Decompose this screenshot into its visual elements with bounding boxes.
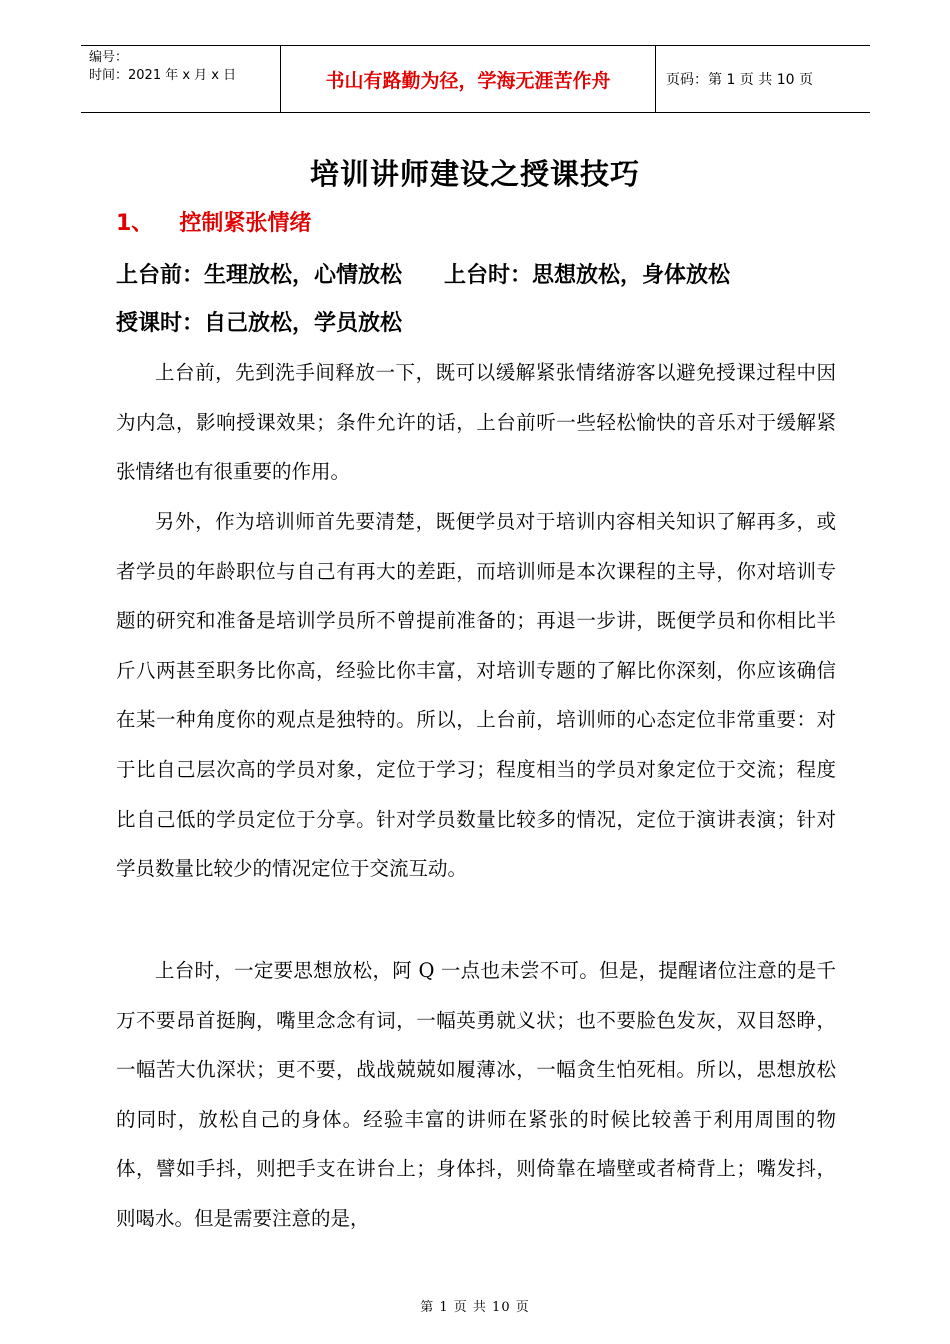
header-page-cell — [656, 46, 870, 112]
subheading-row-1 — [116, 258, 730, 289]
body-paragraph: 上台前，先到洗手间释放一下，既可以缓解紧张情绪游客以避免授课过程中因为内急，影响授课效果；条件允许的话，上台前听一些轻松愉快的音乐对于缓解紧张情绪也有很重要的作用。 — [116, 361, 836, 484]
time-label: 时间：2021 年 x 月 x 日 — [89, 68, 237, 83]
number-label: 编号： — [89, 50, 129, 65]
body-paragraph: 上台时，一定要思想放松，阿 Q 一点也未尝不可。但是，提醒诸位注意的是千万不要昂首挺胸，嘴里念念有词，一幅英勇就义状；也不要脸色发灰，双目怒睁，一幅苦大仇深状；更不要，战战兢兢如履薄冰，一幅贪生怕死相。所以，思想放松的同时，放松自己的身体。经验丰富的讲师在紧张的时候比较善于利用周围的物体，譬如手抖，则把手支在讲台上；身体抖，则倚靠在墙壁或者椅背上；嘴发抖，则喝水。但是需要注意的是， — [116, 959, 836, 1230]
motto-text: 书山有路勤为径，学海无涯苦作舟 — [325, 69, 611, 92]
document-title: 培训讲师建设之授课技巧 — [309, 157, 640, 191]
section-number: 1、 — [116, 211, 154, 236]
body-paragraph: 另外，作为培训师首先要清楚，既便学员对于培训内容相关知识了解再多，或者学员的年龄职位与自己有再大的差距，而培训师是本次课程的主导，你对培训专题的研究和准备是培训学员所不曾提前准备的；再退一步讲，既便学员和你相比半斤八两甚至职务比你高，经验比你丰富，对培训专题的了解比你深刻，你应该确信在某一种角度你的观点是独特的。所以，上台前，培训师的心态定位非常重要：对于比自己层次高的学员对象，定位于学习；程度相当的学员对象定位于交流；程度比自己低的学员定位于分享。针对学员数量比较多的情况，定位于演讲表演；针对学员数量比较少的情况定位于交流互动。 — [116, 510, 836, 881]
header-motto-cell — [281, 46, 656, 112]
subheading-teaching: 授课时：自己放松，学员放松 — [116, 311, 403, 336]
page-info: 页码：第 1 页 共 10 页 — [666, 72, 813, 88]
page-footer: 第 1 页 共 10 页 — [420, 1300, 530, 1315]
document-header — [81, 45, 870, 113]
section-title: 控制紧张情绪 — [179, 211, 312, 236]
subheading-before-stage: 上台前：生理放松，心情放松 — [116, 263, 403, 288]
section-heading — [116, 206, 311, 237]
subheading-row-2 — [116, 306, 402, 337]
header-meta-cell — [81, 46, 281, 112]
subheading-on-stage: 上台时：思想放松，身体放松 — [444, 263, 731, 288]
